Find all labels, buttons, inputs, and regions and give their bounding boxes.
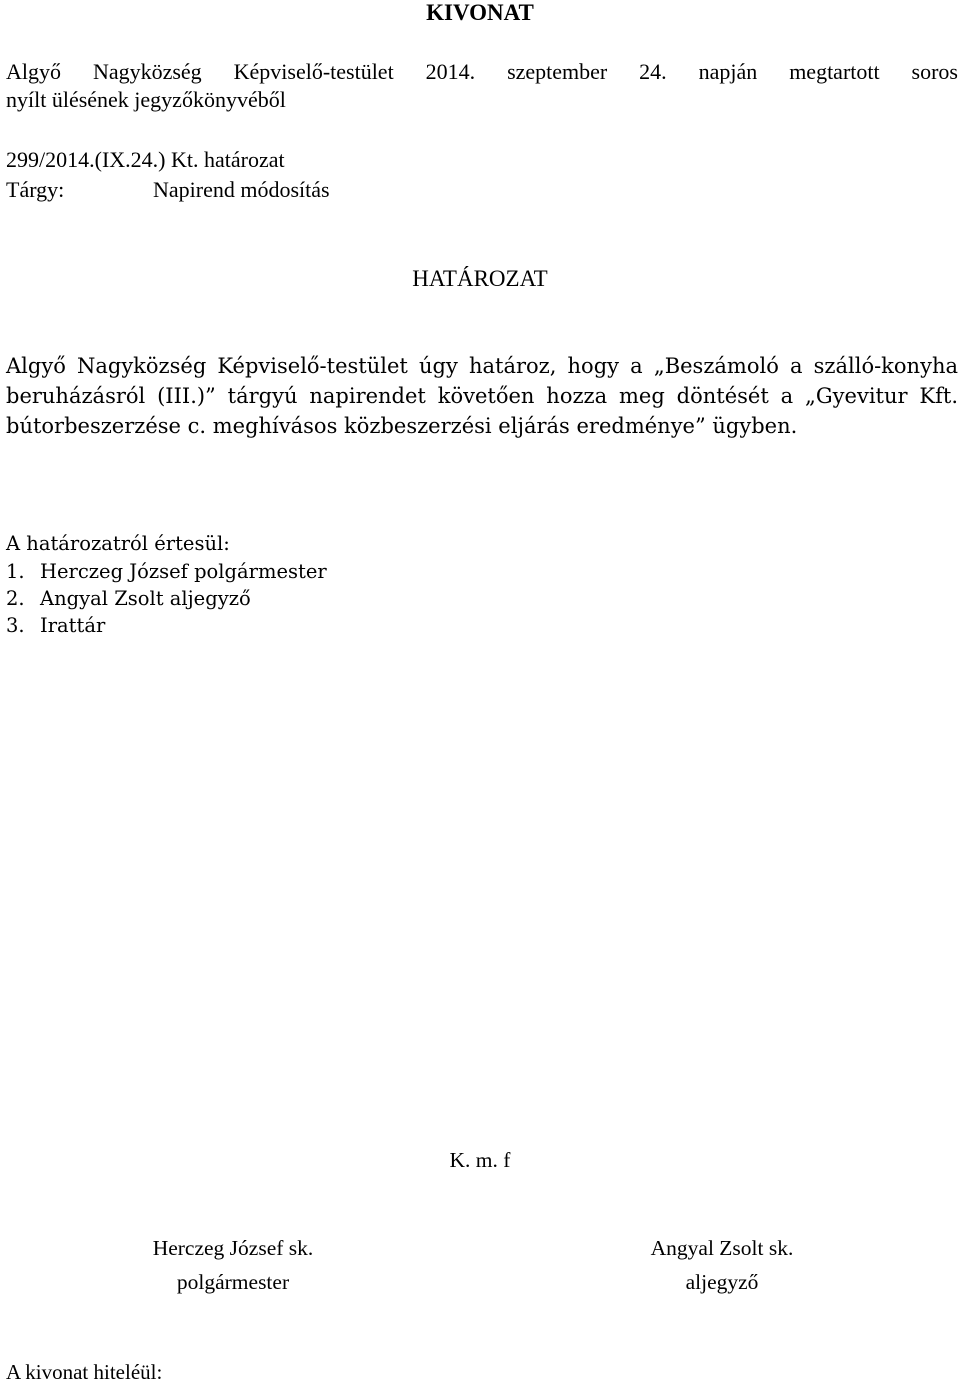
notification-item	[6, 585, 251, 612]
notification-item-text: Angyal Zsolt aljegyző	[40, 587, 251, 610]
intro-line-1: Algyő Nagyközség Képviselő-testület 2014. szeptember 24. napján megtartott soros	[6, 59, 958, 84]
resolution-body-line-2: beruházásról (III.)” tárgyú napirendet követően hozza meg döntését a „Gyevitur Kft.	[6, 384, 958, 408]
intro-line-2: nyílt ülésének jegyzőkönyvéből	[6, 87, 286, 112]
subject-label: Tárgy:	[6, 177, 65, 202]
kmf-marker: K. m. f	[449, 1148, 511, 1172]
notification-item-number: 3.	[6, 614, 25, 637]
notification-item-number: 2.	[6, 587, 25, 610]
notification-title: A határozatról értesül:	[6, 532, 230, 555]
subject-value: Napirend módosítás	[153, 177, 330, 202]
notification-item-number: 1.	[6, 560, 25, 583]
notification-item	[6, 558, 327, 585]
notification-item-text: Irattár	[40, 614, 106, 637]
document-title: KIVONAT	[426, 0, 534, 25]
resolution-heading: HATÁROZAT	[412, 266, 548, 291]
resolution-reference: 299/2014.(IX.24.) Kt. határozat	[6, 147, 285, 172]
resolution-body-line-3: bútorbeszerzése c. meghívásos közbeszerzési eljárás eredménye” ügyben.	[6, 414, 798, 438]
certification-label: A kivonat hiteléül:	[6, 1360, 163, 1384]
signature-right-role: aljegyző	[685, 1270, 759, 1294]
resolution-body-line-1: Algyő Nagyközség Képviselő-testület úgy határoz, hogy a „Beszámoló a szálló-konyha	[6, 354, 958, 378]
notification-item-text: Herczeg József polgármester	[40, 560, 327, 583]
notification-item	[6, 612, 105, 639]
signature-right-name: Angyal Zsolt sk.	[650, 1236, 794, 1260]
signature-left-name: Herczeg József sk.	[152, 1236, 314, 1260]
signature-left-role: polgármester	[176, 1270, 290, 1294]
